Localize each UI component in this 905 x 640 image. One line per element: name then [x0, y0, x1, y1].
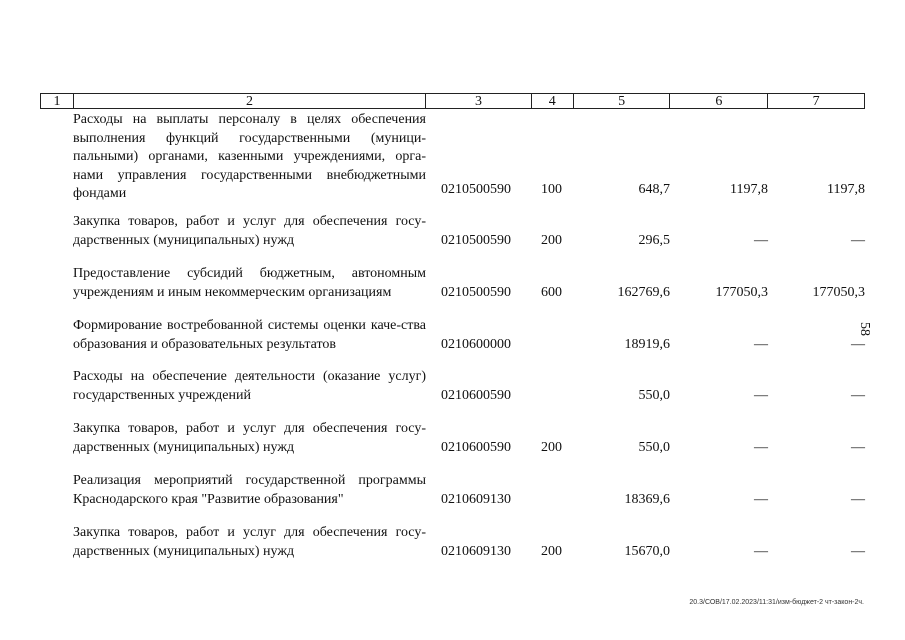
- row-kind: 600: [541, 284, 562, 300]
- row-value-6: —: [754, 232, 768, 248]
- row-name: Формирование востребованной системы оценки каче-ства образования и образовательных результатов: [73, 318, 426, 352]
- row-code: 0210609130: [441, 491, 511, 507]
- header-col-3: 3: [426, 94, 532, 108]
- row-code: 0210500590: [441, 181, 511, 197]
- row-value-5: 296,5: [638, 232, 670, 248]
- table-row: [0, 111, 905, 199]
- row-value-5: 550,0: [638, 439, 670, 455]
- row-name: Закупка товаров, работ и услуг для обеспечения госу-дарственных (муниципальных) нужд: [73, 525, 426, 559]
- row-name: Реализация мероприятий государственной программы Краснодарского края "Развитие образования": [73, 473, 426, 507]
- table-row: [0, 265, 905, 302]
- header-col-2: 2: [74, 94, 426, 108]
- row-kind: 200: [541, 439, 562, 455]
- header-col-6: 6: [670, 94, 768, 108]
- row-kind: 100: [541, 181, 562, 197]
- table-header: [40, 93, 865, 109]
- row-value-5: 648,7: [638, 181, 670, 197]
- row-value-6: 177050,3: [715, 284, 768, 300]
- row-value-5: 15670,0: [624, 543, 670, 559]
- header-col-5: 5: [574, 94, 671, 108]
- row-code: 0210500590: [441, 284, 511, 300]
- header-col-1: 1: [41, 94, 74, 108]
- row-value-6: —: [754, 543, 768, 559]
- row-name: Расходы на выплаты персоналу в целях обеспечения выполнения функций государственными (муници-пальными) органами, казенными учреждениями, орга-нами управления государственными внебюджетными фондами: [73, 112, 426, 201]
- row-value-5: 18919,6: [624, 336, 670, 352]
- row-value-5: 162769,6: [617, 284, 670, 300]
- table-row: [0, 524, 905, 561]
- row-value-6: —: [754, 491, 768, 507]
- row-value-5: 18369,6: [624, 491, 670, 507]
- row-name: Предоставление субсидий бюджетным, автономным учреждениям и иным некоммерческим организациям: [73, 266, 426, 300]
- table-row: [0, 317, 905, 354]
- row-value-7: —: [851, 439, 865, 455]
- row-value-7: —: [851, 232, 865, 248]
- row-value-6: —: [754, 336, 768, 352]
- row-value-6: 1197,8: [730, 181, 768, 197]
- row-code: 0210609130: [441, 543, 511, 559]
- row-value-7: 1197,8: [827, 181, 865, 197]
- row-kind: 200: [541, 232, 562, 248]
- header-col-4: 4: [532, 94, 574, 108]
- row-name: Расходы на обеспечение деятельности (оказание услуг) государственных учреждений: [73, 369, 426, 403]
- row-code: 0210600590: [441, 439, 511, 455]
- row-code: 0210600000: [441, 336, 511, 352]
- table-row: [0, 420, 905, 457]
- row-value-7: 177050,3: [812, 284, 865, 300]
- row-value-7: —: [851, 387, 865, 403]
- row-value-7: —: [851, 543, 865, 559]
- table-row: [0, 213, 905, 250]
- row-value-7: —: [851, 336, 865, 352]
- row-value-7: —: [851, 491, 865, 507]
- header-col-7: 7: [812, 94, 820, 109]
- row-kind: 200: [541, 543, 562, 559]
- row-name: Закупка товаров, работ и услуг для обеспечения госу-дарственных (муниципальных) нужд: [73, 421, 426, 455]
- row-value-6: —: [754, 439, 768, 455]
- row-value-5: 550,0: [638, 387, 670, 403]
- row-name: Закупка товаров, работ и услуг для обеспечения госу-дарственных (муниципальных) нужд: [73, 214, 426, 248]
- footer-stamp: 20.3/СОВ/17.02.2023/11:31/изм-бюджет-2 чт-закон-2ч.: [689, 599, 864, 606]
- row-code: 0210500590: [441, 232, 511, 248]
- row-value-6: —: [754, 387, 768, 403]
- page-number: 58: [857, 322, 872, 336]
- table-row: [0, 472, 905, 509]
- row-code: 0210600590: [441, 387, 511, 403]
- table-row: [0, 368, 905, 405]
